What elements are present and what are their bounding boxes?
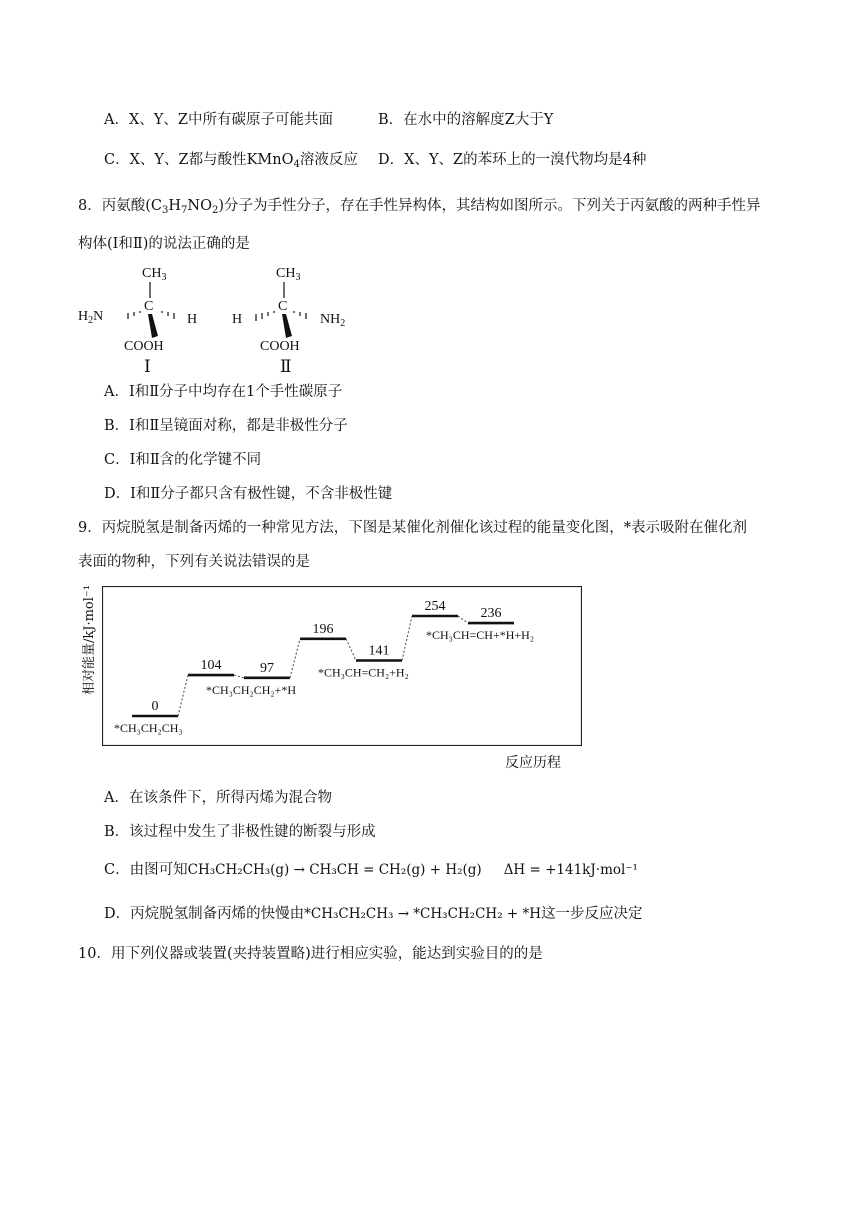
svg-text:NH2: $NH_2$ xyxy=(320,312,346,329)
energy-value-label-5: 254 xyxy=(424,599,446,614)
svg-text:Ⅰ: Ⅰ xyxy=(144,357,151,376)
q8-option-a: A．Ⅰ和Ⅱ分子中均存在1个手性碳原子 xyxy=(104,384,343,400)
energy-value-label-3: 196 xyxy=(312,621,334,637)
svg-text:COOH: COOH xyxy=(260,339,300,354)
svg-text:Ⅱ: Ⅱ xyxy=(280,357,292,376)
molecule-1 xyxy=(78,266,197,376)
q7-option-d: D．X、Y、Z的苯环上的一溴代物均是4种 xyxy=(378,152,647,168)
energy-value-label-1: 104 xyxy=(200,658,222,674)
energy-profile-chart xyxy=(102,586,582,746)
alanine-structures xyxy=(76,258,376,378)
energy-value-label-4: 141 xyxy=(368,643,390,659)
species-label-0: *CH₃CH₂CH₃ xyxy=(114,721,183,735)
svg-text:H2N: $H_2N$ xyxy=(78,309,104,326)
species-label-4: *CH₃CH=CH₂+H₂ xyxy=(318,665,409,680)
energy-value-label-2: 97 xyxy=(260,660,274,676)
connector-6 xyxy=(458,616,468,623)
q8-stem-line2: 构体(Ⅰ和Ⅱ)的说法正确的是 xyxy=(78,236,250,252)
svg-text:H: H xyxy=(232,312,243,327)
q9-option-d: D．丙烷脱氢制备丙烯的快慢由*CH₃CH₂CH₃ → *CH₃CH₂CH₂ + *H这一步反应决定 xyxy=(104,906,643,922)
q9-stem-line2: 表面的物种，下列有关说法错误的是 xyxy=(78,554,310,570)
q9-option-a: A．在该条件下，所得丙烯为混合物 xyxy=(104,790,332,806)
svg-text:COOH: COOH xyxy=(124,339,164,354)
q9-stem-line1: 9．丙烷脱氢是制备丙烯的一种常见方法，下图是某催化剂催化该过程的能量变化图，*表示吸附在催化剂 xyxy=(78,520,747,536)
q9-option-c: C．由图可知CH₃CH₂CH₃(g) → CH₃CH = CH₂(g) + H₂(g) ΔH = +141kJ·mol⁻¹ xyxy=(104,862,638,878)
q9-option-b: B．该过程中发生了非极性键的断裂与形成 xyxy=(104,824,376,840)
y-axis-label: 相对能量/kJ·mol⁻¹ xyxy=(82,585,97,695)
q7-option-c: C．X、Y、Z都与酸性KMnO$_4$溶液反应 xyxy=(104,152,358,170)
svg-text:CH3: $CH_3$ xyxy=(276,266,301,283)
q10-stem: 10．用下列仪器或装置(夹持装置略)进行相应实验，能达到实验目的的是 xyxy=(78,946,543,962)
svg-text:C: C xyxy=(144,299,154,314)
svg-text:H: H xyxy=(187,312,198,327)
connector-2 xyxy=(234,675,244,678)
connector-4 xyxy=(346,639,356,661)
connector-3 xyxy=(290,639,300,678)
energy-value-label-0: 0 xyxy=(151,699,159,714)
q8-option-b: B．Ⅰ和Ⅱ呈镜面对称，都是非极性分子 xyxy=(104,418,348,434)
q7-option-b: B．在水中的溶解度Z大于Y xyxy=(378,112,554,128)
energy-value-label-6: 236 xyxy=(480,606,502,622)
x-axis-label: 反应历程 xyxy=(505,755,561,771)
svg-text:C: C xyxy=(278,299,288,314)
connector-1 xyxy=(178,675,188,716)
species-label-6: *CH₃CH=CH+*H+H₂ xyxy=(426,628,535,643)
q7-option-a: A．X、Y、Z中所有碳原子可能共面 xyxy=(104,112,333,128)
molecule-2 xyxy=(232,266,345,376)
species-label-2: *CH₃CH₂CH₂+*H xyxy=(206,682,296,697)
svg-text:CH3: $CH_3$ xyxy=(142,266,167,283)
connector-5 xyxy=(402,616,412,660)
q8-option-c: C．Ⅰ和Ⅱ含的化学键不同 xyxy=(104,452,262,468)
q8-option-d: D．Ⅰ和Ⅱ分子都只含有极性键，不含非极性键 xyxy=(104,486,393,502)
q8-stem-line1: 8．丙氨酸$(C_3H_7NO_2)$分子为手性分子，存在手性异构体，其结构如图所示。下列关于丙氨酸的两种手性异 xyxy=(78,198,761,216)
